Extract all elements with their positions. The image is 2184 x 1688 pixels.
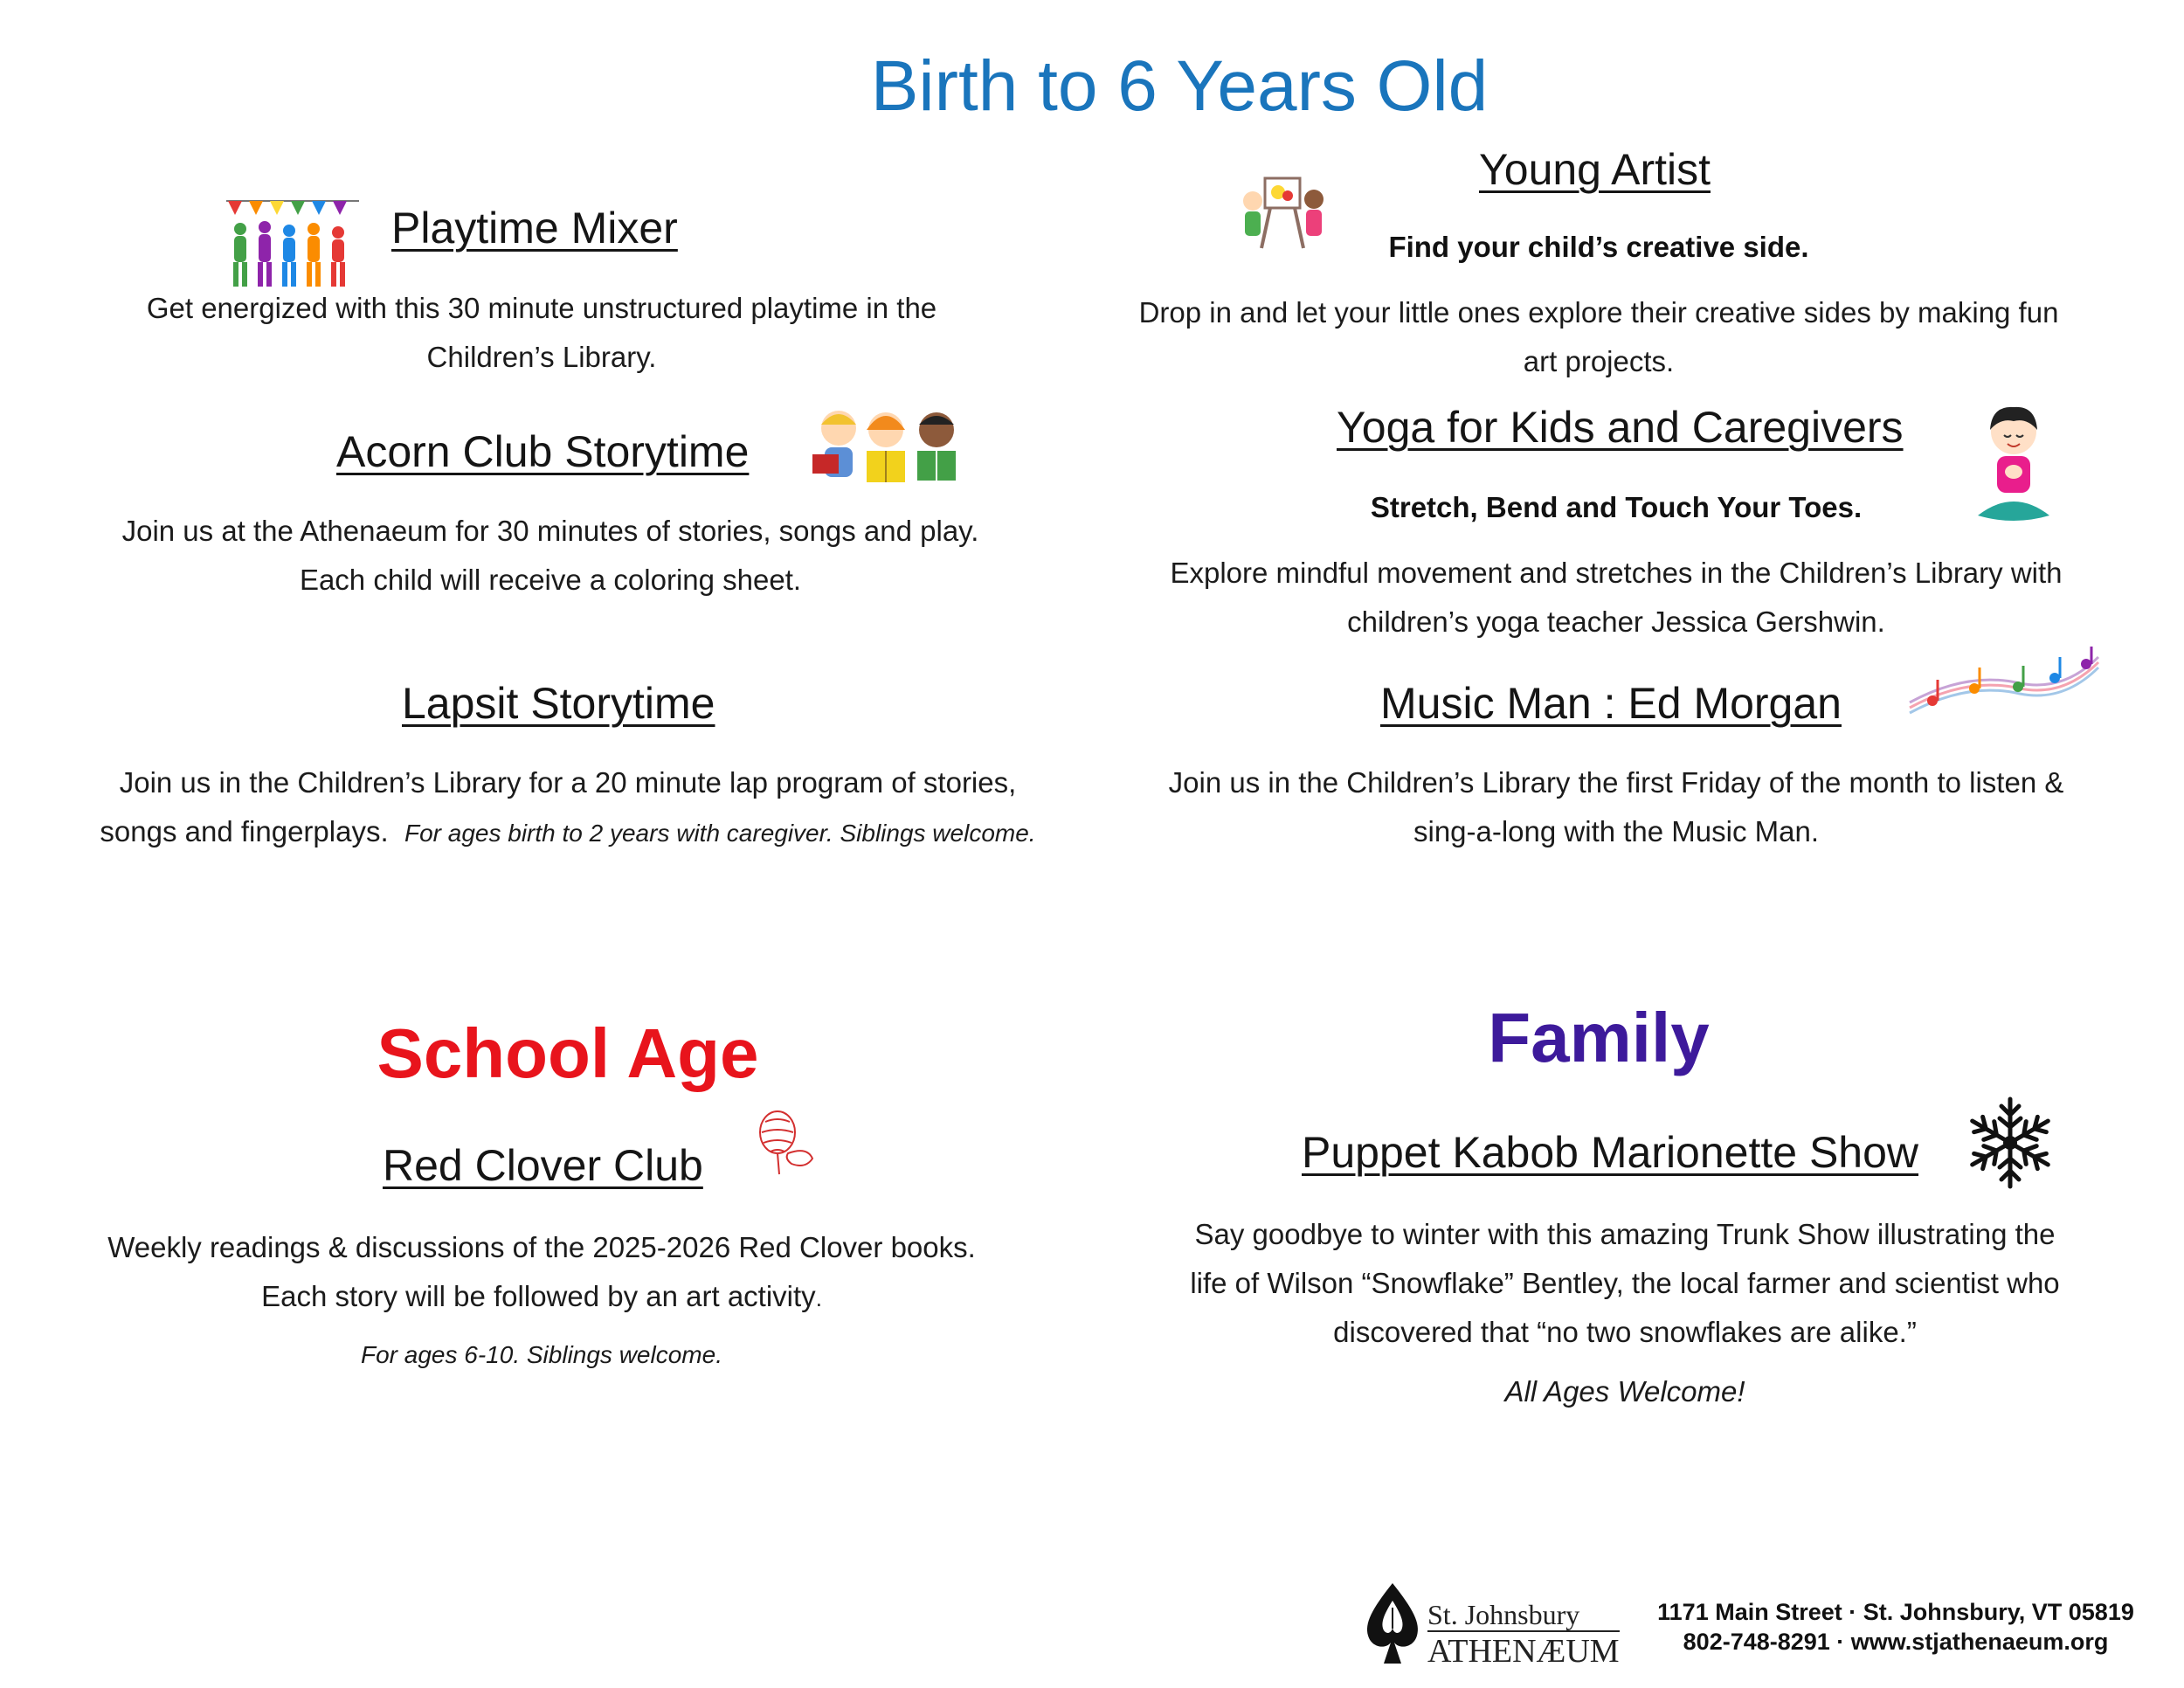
reading-kids-icon <box>805 404 967 491</box>
page-title: Birth to 6 Years Old <box>870 46 1489 126</box>
spade-logo-icon <box>1363 1580 1422 1667</box>
family-heading: Family <box>1488 999 1710 1076</box>
lapsit-description: Join us in the Children’s Library for a 20 minute lap program of stories, songs and fingerplays. For ages birth to 2 years with caregiver. Siblings welcome. <box>100 766 1036 847</box>
yoga-title: Yoga for Kids and Caregivers <box>1337 403 1904 452</box>
red-clover-age-note: For ages 6-10. Siblings welcome. <box>361 1341 722 1368</box>
acorn-club-description: Join us at the Athenaeum for 30 minutes of stories, songs and play. Each child will receive a coloring sheet. <box>121 515 979 596</box>
puppet-show-title: Puppet Kabob Marionette Show <box>1302 1128 1919 1177</box>
puppet-show-ages-note: All Ages Welcome! <box>1504 1375 1745 1408</box>
logo-line-1: St. Johnsbury <box>1427 1599 1580 1630</box>
music-notes-icon <box>1906 645 2103 723</box>
puppet-show-description: Say goodbye to winter with this amazing Trunk Show illustrating the life of Wilson “Snowflake” Bentley, the local farmer and scientist who discovered that “no two snowflakes are alike.” <box>1190 1218 2060 1348</box>
footer-contact <box>1642 1597 2149 1657</box>
red-clover-description: Weekly readings & discussions of the 2025-2026 Red Clover books. Each story will be followed by an art activity. <box>107 1231 976 1312</box>
lapsit-age-note: For ages birth to 2 years with caregiver. Siblings welcome. <box>404 820 1036 847</box>
young-artist-description: Drop in and let your little ones explore their creative sides by making fun art projects. <box>1138 296 2059 377</box>
young-artist-tagline: Find your child’s creative side. <box>1388 231 1809 263</box>
red-clover-icon <box>753 1108 819 1178</box>
footer-phone-web: 802-748-8291 · www.stjathenaeum.org <box>1683 1629 2109 1655</box>
playtime-mixer-title: Playtime Mixer <box>391 204 678 253</box>
footer-address: 1171 Main Street · St. Johnsbury, VT 05819 <box>1657 1599 2134 1625</box>
snowflake-icon <box>1966 1094 2055 1192</box>
school-age-heading: School Age <box>377 1014 759 1092</box>
young-artist-title: Young Artist <box>1479 145 1711 194</box>
athenaeum-logo <box>1363 1580 1625 1670</box>
acorn-club-title: Acorn Club Storytime <box>336 427 750 476</box>
dancing-kids-icon <box>223 194 363 290</box>
music-man-description: Join us in the Children’s Library the first Friday of the month to listen & sing-a-long with the Music Man. <box>1168 766 2064 847</box>
playtime-mixer-description: Get energized with this 30 minute unstructured playtime in the Children’s Library. <box>146 292 937 373</box>
music-man-title: Music Man : Ed Morgan <box>1380 679 1842 728</box>
lapsit-title: Lapsit Storytime <box>402 679 715 728</box>
yoga-tagline: Stretch, Bend and Touch Your Toes. <box>1370 491 1863 523</box>
yoga-description: Explore mindful movement and stretches in the Children’s Library with children’s yoga teacher Jessica Gershwin. <box>1170 557 2063 638</box>
logo-line-2: ATHENÆUM <box>1427 1630 1620 1671</box>
red-clover-title: Red Clover Club <box>383 1141 703 1190</box>
